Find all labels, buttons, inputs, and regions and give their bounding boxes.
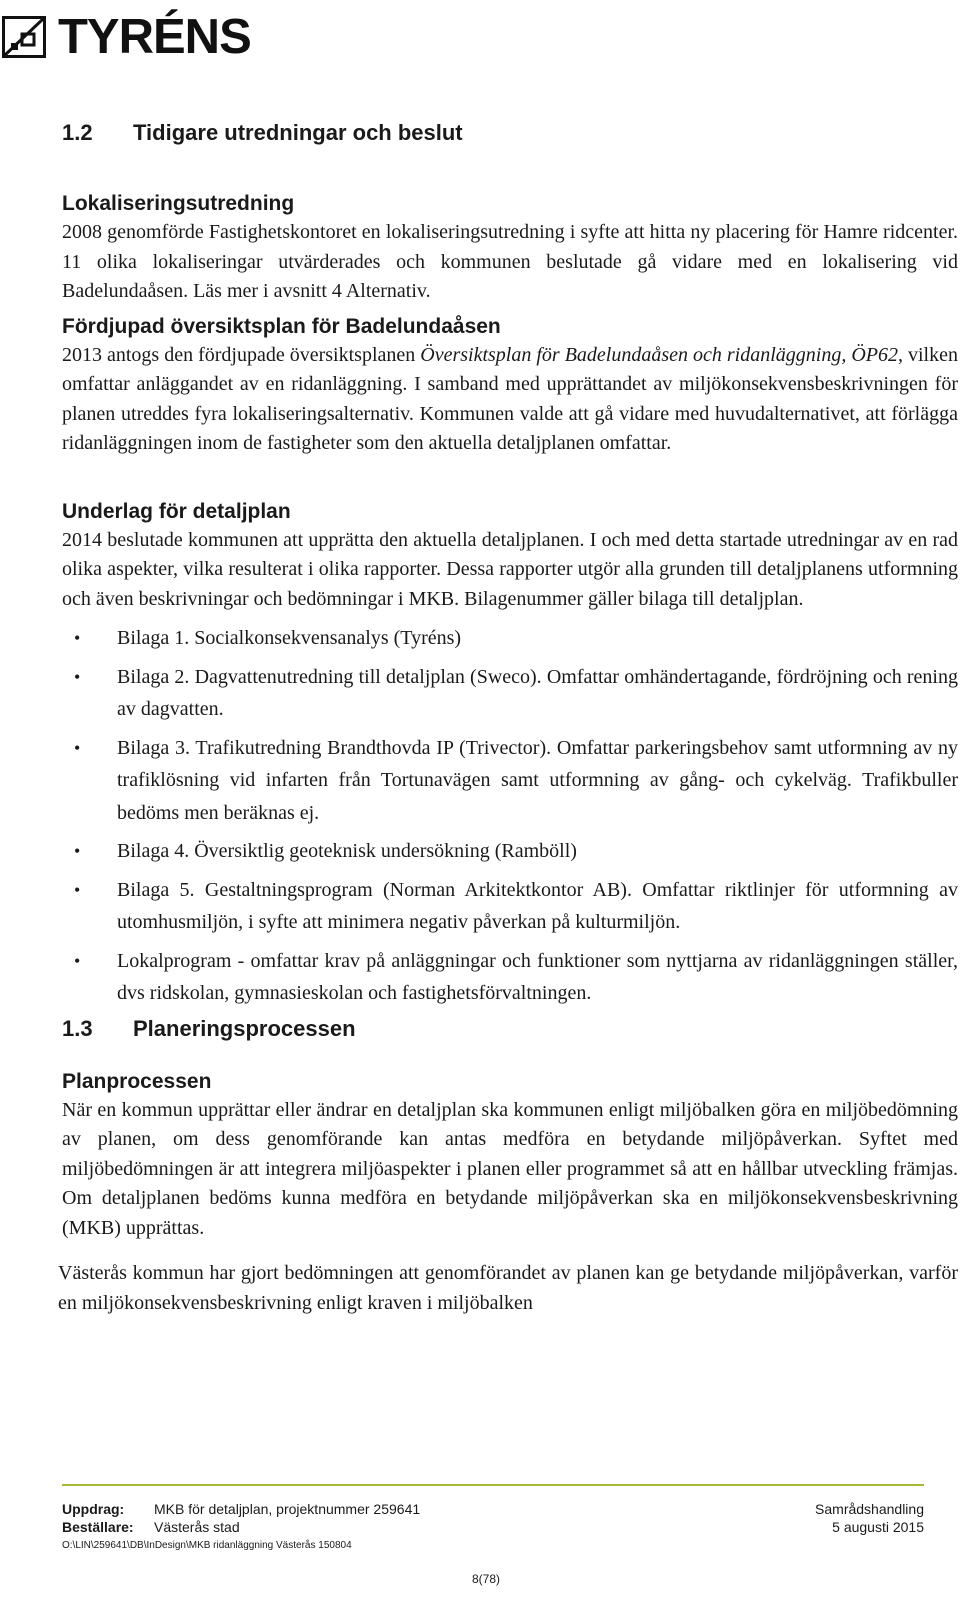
underlag-heading: Underlag för detaljplan — [62, 499, 291, 523]
list-item: • Bilaga 2. Dagvattenutredning till detaljplan (Sweco). Omfattar omhändertagande, fördröjning och rening av dagvatten. — [62, 661, 958, 726]
section-number: 1.3 — [62, 1015, 93, 1041]
bilagor-list — [62, 622, 958, 1010]
tyrens-logo-icon — [2, 16, 46, 58]
list-item: • Bilaga 5. Gestaltningsprogram (Norman Arkitektkontor AB). Omfattar riktlinjer för utformning av utomhusmiljön, i syfte att minimera negativ påverkan på kulturmiljön. — [62, 874, 958, 939]
list-item: • Bilaga 3. Trafikutredning Brandthovda IP (Trivector). Omfattar parkeringsbehov samt utformning av ny trafiklösning vid infarten från Tortunavägen samt utformning av gång- och cykelväg. Trafikbuller bedöms men beräknas ej. — [62, 732, 958, 830]
page-number: 8(78) — [472, 1572, 501, 1586]
text-part: 2013 antogs den fördjupade översiktsplanen — [62, 343, 421, 366]
page-footer — [62, 1484, 924, 1586]
section-1-2-heading — [62, 120, 958, 146]
file-path: O:\LIN\259641\DB\InDesign\MKB ridanläggning Västerås 150804 — [62, 1540, 352, 1551]
list-item: • Lokalprogram - omfattar krav på anläggningar och funktioner som nyttjarna av ridanläggningen ställer, dvs ridskolan, gymnasieskolan och fastighetsförvaltningen. — [62, 945, 958, 1010]
plan-name-italic: Översiktsplan för Badelundaåsen och ridanläggning, ÖP62 — [420, 343, 898, 366]
fordjupad-op-heading: Fördjupad översiktsplan för Badelundaåsen — [62, 314, 501, 338]
page-content — [58, 120, 958, 1318]
list-item: • Bilaga 4. Översiktlig geoteknisk undersökning (Ramböll) — [62, 835, 958, 868]
document-status: Samrådshandling — [815, 1501, 924, 1517]
fordjupad-op-text — [62, 341, 958, 459]
planprocessen-heading: Planprocessen — [62, 1069, 212, 1093]
bestallare-label: Beställare: — [62, 1519, 134, 1535]
uppdrag-value: MKB för detaljplan, projektnummer 259641 — [154, 1501, 421, 1517]
footer-row-uppdrag — [62, 1500, 924, 1518]
planprocessen-text-1: När en kommun upprättar eller ändrar en detaljplan ska kommunen enligt miljöbalken göra en miljöbedömning av planen, om dess genomförande kan antas medföra en betydande miljöpåverkan. Syftet med miljöbedömningen är att integrera miljöaspekter i planen eller programmet så att en hållbar utveckling främjas. Om detaljplanen bedöms kunna medföra en betydande miljöpåverkan ska en miljökonsekvensbeskrivning (MKB) upprättas. — [62, 1098, 958, 1239]
section-title: Tidigare utredningar och beslut — [133, 120, 463, 145]
section-number: 1.2 — [62, 120, 93, 145]
section-1-3-heading — [62, 1016, 958, 1042]
footer-row-bestallare — [62, 1518, 924, 1536]
text-part: , vilken omfattar anläggandet av en ridanläggning. I samband med upprättandet av miljökonsekvensbeskrivningen för planen utreddes fyra lokaliseringsalternativ. Kommunen valde att gå vidare med huvudalternativet, att förlägga ridanläggningen inom de fastigheter som den aktuella detaljplanen omfattar. — [62, 343, 958, 454]
tyrens-logo — [2, 10, 251, 64]
logo-text: TYRÉNS — [58, 10, 251, 64]
document-date: 5 augusti 2015 — [832, 1519, 924, 1535]
bestallare-value: Västerås stad — [154, 1519, 240, 1535]
lokaliseringsutredning-text: 2008 genomförde Fastighetskontoret en lokaliseringsutredning i syfte att hitta ny placering för Hamre ridcenter. 11 olika lokaliseringar utvärderades och kommunen beslutade gå vidare med en lokalisering vid Badelundaåsen. Läs mer i avsnitt 4 Alternativ. — [62, 221, 958, 302]
planprocessen-text-2: Västerås kommun har gjort bedömningen att genomförandet av planen kan ge betydande miljöpåverkan, varför en miljökonsekvensbeskrivning enligt kraven i miljöbalken — [58, 1262, 958, 1314]
lokaliseringsutredning-heading: Lokaliseringsutredning — [62, 192, 295, 215]
list-item: • Bilaga 1. Socialkonsekvensanalys (Tyréns) — [62, 622, 958, 655]
underlag-text: 2014 beslutade kommunen att upprätta den aktuella detaljplanen. I och med detta startade utredningar av en rad olika aspekter, vilka resulterat i olika rapporter. Dessa rapporter utgör alla grunden till detaljplanens utformning och även beskrivningar och bedömningar i MKB. Bilagenummer gäller bilaga till detaljplan. — [62, 528, 958, 610]
section-title: Planeringsprocessen — [133, 1015, 356, 1041]
footer-rule — [62, 1484, 924, 1486]
uppdrag-label: Uppdrag: — [62, 1501, 125, 1517]
